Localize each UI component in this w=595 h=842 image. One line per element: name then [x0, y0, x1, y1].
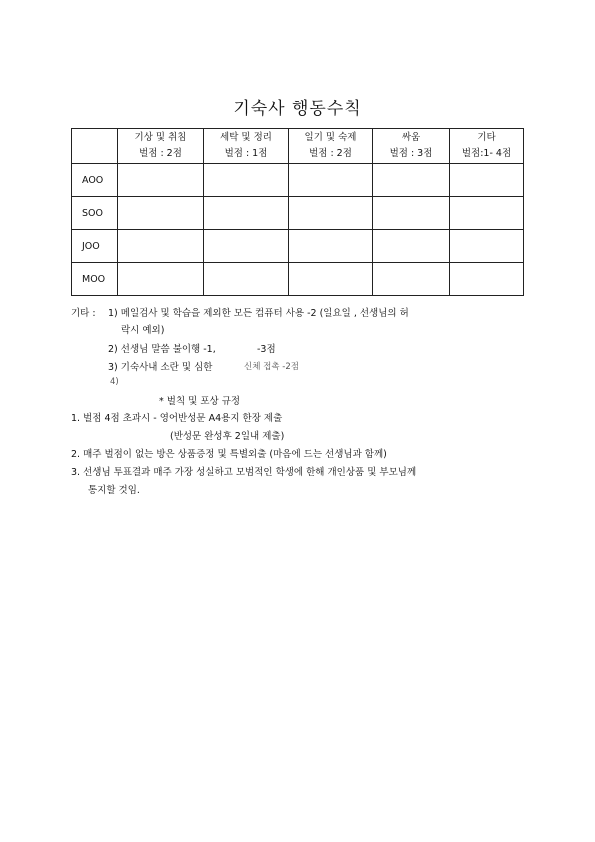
header-wake-sleep: 기상 및 취침 벌점 : 2점 — [118, 129, 204, 164]
rule-3-cont: 통지할 것임. — [88, 485, 140, 496]
student-name: SOO — [72, 197, 118, 230]
rule-3: 3. 선생님 투표결과 매주 가장 성실하고 모범적인 학생에 한해 개인상품 및 부모님께 — [71, 467, 417, 478]
etc-item-3-cont: 신체 접촉 -2점 — [244, 362, 299, 372]
student-name: MOO — [72, 263, 118, 296]
header-etc: 기타 벌점:1- 4점 — [450, 129, 524, 164]
etc-item-1: 1) 메일검사 및 학습을 제외한 모든 컴퓨터 사용 -2 (일요일 , 선생님의 허 — [108, 308, 409, 319]
header-fight: 싸움 벌점 : 3점 — [373, 129, 450, 164]
etc-item-2-points: -3점 — [257, 344, 276, 355]
page-title: 기숙사 행동수칙 — [233, 99, 362, 119]
rule-1: 1. 벌점 4점 초과시 - 영어반성문 A4용지 한장 제출 — [71, 413, 283, 424]
header-laundry: 세탁 및 정리 벌점 : 1점 — [204, 129, 289, 164]
etc-item-4: 4) — [110, 377, 119, 387]
student-name: JOO — [72, 230, 118, 263]
rules-heading: * 벌칙 및 포상 규정 — [159, 396, 241, 407]
etc-label: 기타 : — [71, 308, 96, 319]
etc-item-1-cont: 락시 예외) — [121, 325, 165, 336]
etc-item-3: 3) 기숙사내 소란 및 심한 — [108, 362, 213, 373]
rule-1-cont: (반성문 완성후 2일내 제출) — [170, 431, 285, 442]
rule-2: 2. 매주 벌점이 없는 방은 상품증정 및 특별외출 (마음에 드는 선생님과 함께) — [71, 449, 387, 460]
student-name: AOO — [72, 164, 118, 197]
etc-item-2: 2) 선생님 말씀 불이행 -1, — [108, 344, 216, 355]
header-diary-homework: 일기 및 숙제 벌점 : 2점 — [289, 129, 373, 164]
